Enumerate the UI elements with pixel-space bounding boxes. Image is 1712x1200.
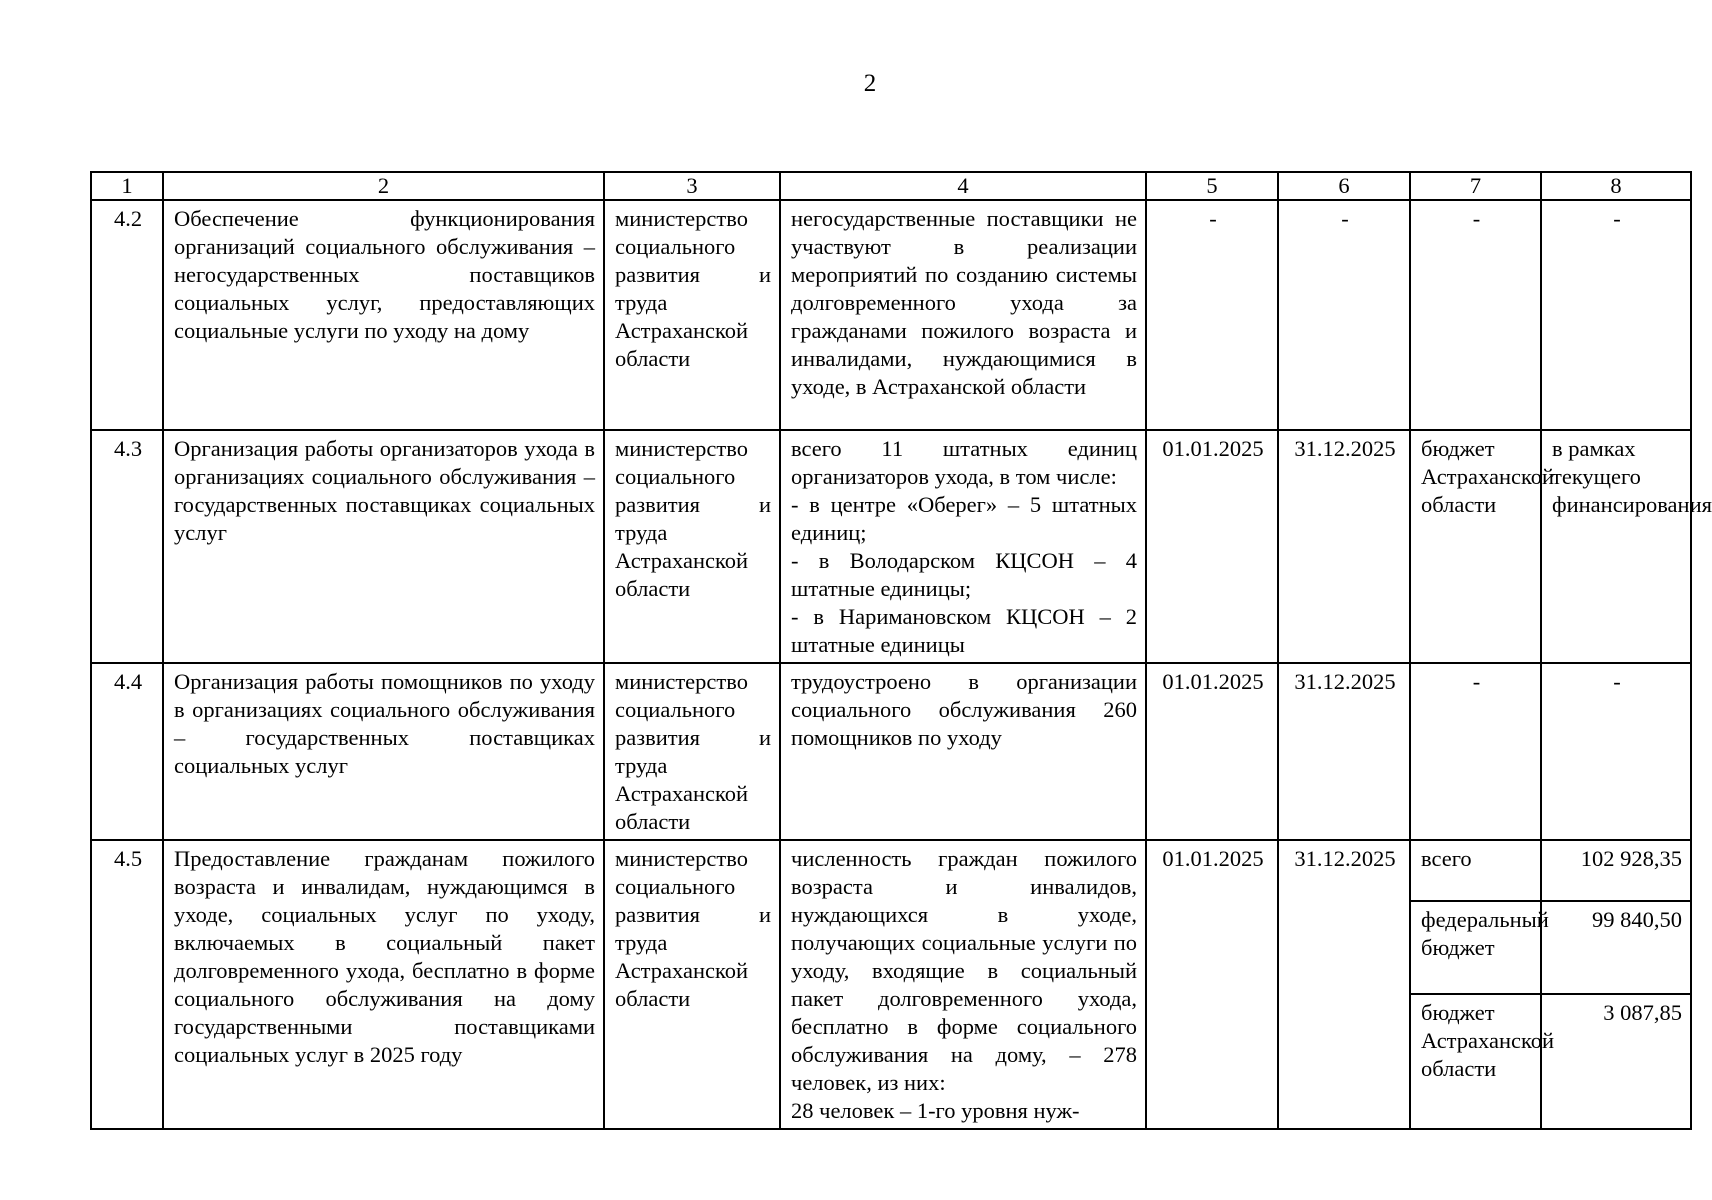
funding-source-cell: бюджет Астраханской области (1410, 430, 1541, 663)
responsible-cell: министерство социального развития и труда Астраханской области (604, 430, 780, 663)
row-number: 4.2 (91, 200, 163, 430)
activity-cell: Организация работы организаторов ухода в организациях социального обслуживания – государственных поставщиках социальных услуг (163, 430, 604, 663)
result-cell: трудоустроено в организации социального обслуживания 260 помощников по уходу (780, 663, 1146, 840)
result-line: всего 11 штатных единиц организаторов ухода, в том числе: (791, 436, 1137, 489)
responsible-cell: министерство социального развития и труда Астраханской области (604, 200, 780, 430)
start-date-cell: 01.01.2025 (1146, 840, 1278, 1129)
responsible-cell: министерство социального развития и труда Астраханской области (604, 663, 780, 840)
end-date-cell: - (1278, 200, 1410, 430)
header-cell: 6 (1278, 172, 1410, 200)
result-line: - в Володарском КЦСОН – 4 штатные единицы; (791, 548, 1137, 601)
result-cell (780, 840, 1146, 1129)
result-line: - в Наримановском КЦСОН – 2 штатные единицы (791, 604, 1137, 657)
header-cell: 7 (1410, 172, 1541, 200)
header-cell: 8 (1541, 172, 1691, 200)
result-line: - в центре «Оберег» – 5 штатных единиц; (791, 492, 1137, 545)
end-date-cell: 31.12.2025 (1278, 840, 1410, 1129)
table-row (91, 663, 1691, 840)
funding-source-cell: бюджет Астраханской области (1410, 994, 1541, 1129)
funding-source-cell: всего (1410, 840, 1541, 901)
result-line: численность граждан пожилого возраста и инвалидов, нуждающихся в уходе, получающих социальные услуги по уходу, входящие в социальный пакет долговременного ухода, бесплатно в форме социального обслуживания на дому, – 278 человек, из них: (791, 846, 1137, 1095)
amount-cell: - (1541, 200, 1691, 430)
funding-source-cell: федеральный бюджет (1410, 901, 1541, 993)
activity-cell: Организация работы помощников по уходу в организациях социального обслуживания – государственных поставщиках социальных услуг (163, 663, 604, 840)
header-cell: 3 (604, 172, 780, 200)
start-date-cell: - (1146, 200, 1278, 430)
row-number: 4.3 (91, 430, 163, 663)
header-cell: 5 (1146, 172, 1278, 200)
amount-cell: 99 840,50 (1541, 901, 1691, 993)
amount-cell: - (1541, 663, 1691, 840)
activity-cell: Предоставление гражданам пожилого возраста и инвалидам, нуждающимся в уходе, социальных услуг по уходу, включаемых в социальный пакет долговременного ухода, бесплатно в форме социального обслуживания на дому государственными поставщиками социальных услуг в 2025 году (163, 840, 604, 1129)
end-date-cell: 31.12.2025 (1278, 663, 1410, 840)
amount-cell: 102 928,35 (1541, 840, 1691, 901)
start-date-cell: 01.01.2025 (1146, 663, 1278, 840)
row-number: 4.4 (91, 663, 163, 840)
funding-source-cell: - (1410, 663, 1541, 840)
page-number: 2 (863, 70, 877, 97)
header-row (91, 172, 1691, 200)
header-cell: 1 (91, 172, 163, 200)
header-cell: 2 (163, 172, 604, 200)
funding-source-cell: - (1410, 200, 1541, 430)
amount-cell: 3 087,85 (1541, 994, 1691, 1129)
start-date-cell: 01.01.2025 (1146, 430, 1278, 663)
table-row (91, 840, 1691, 901)
result-line: 28 человек – 1-го уровня нуж- (791, 1098, 1080, 1123)
responsible-cell: министерство социального развития и труда Астраханской области (604, 840, 780, 1129)
end-date-cell: 31.12.2025 (1278, 430, 1410, 663)
row-number: 4.5 (91, 840, 163, 1129)
result-cell: негосударственные поставщики не участвуют в реализации мероприятий по созданию системы долговременного ухода за гражданами пожилого возраста и инвалидами, нуждающимися в уходе, в Астраханской области (780, 200, 1146, 430)
amount-cell: в рамках текущего финансирования (1541, 430, 1691, 663)
activities-table (90, 171, 1712, 1130)
table-row (91, 430, 1691, 663)
activity-cell: Обеспечение функционирования организаций социального обслуживания – негосударственных поставщиков социальных услуг, предоставляющих социальные услуги по уходу на дому (163, 200, 604, 430)
table-row (91, 200, 1691, 430)
header-cell: 4 (780, 172, 1146, 200)
result-cell (780, 430, 1146, 663)
